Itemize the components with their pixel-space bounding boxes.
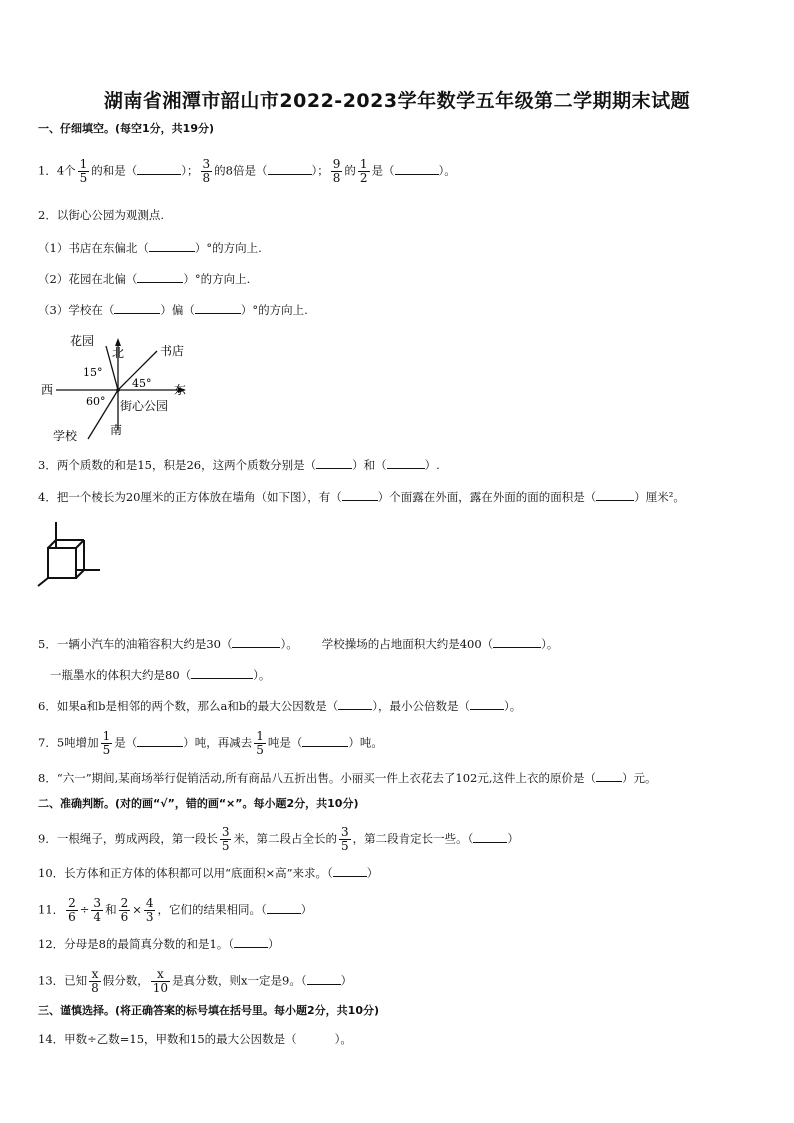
q3-text: 3．两个质数的和是15，积是26，这两个质数分别是（ [38,458,317,472]
question-1 [38,158,456,185]
q10-text: 10．长方体和正方体的体积都可以用“底面积×高”来求。（ [38,866,333,880]
label-angle-60: 60° [86,395,106,408]
answer-blank[interactable] [137,162,181,175]
q9-text: 米，第二段占全长的 [233,831,337,846]
q7-text: 是（ [114,735,138,750]
answer-blank[interactable] [149,239,195,252]
question-2-part-3 [38,301,308,318]
question-14 [38,1031,352,1047]
answer-blank[interactable] [470,697,504,710]
q1-text: 是（ [371,163,395,178]
q14-text: 14．甲数÷乙数=15，甲数和15的最大公因数是（ [38,1032,297,1046]
question-9 [38,826,519,853]
q4-text: 4．把一个棱长为20厘米的正方体放在墙角（如下图），有（ [38,490,342,504]
question-5 [38,635,558,652]
question-2-part-2 [38,270,250,287]
q9-text: ） [507,831,519,846]
section-1-heading: 一、仔细填空。(每空1分，共19分) [38,122,215,135]
q13-text: ） [340,973,353,988]
q2-text: （3）学校在（ [38,303,115,317]
q1-text: 的 [344,163,356,178]
q9-text: ，第二段肯定长一些。（ [352,831,474,846]
question-12 [38,935,280,952]
answer-blank[interactable] [316,456,352,469]
answer-blank[interactable] [114,301,160,314]
q2-text: ）°的方向上. [240,303,308,317]
label-school: 学校 [53,429,78,443]
q7-text: 7．5吨增加 [38,735,99,750]
q4-text: ）厘米²。 [634,490,685,504]
q7-text: ）吨。 [348,735,383,750]
q2-text: （1）书店在东偏北（ [38,241,149,255]
label-west: 西 [41,383,54,397]
label-angle-45: 45° [132,377,152,390]
q13-text: 13．已知 [38,973,88,988]
question-13 [38,968,352,995]
q5-text: ）。 [541,637,559,651]
fraction: $\frac{3}{5}$ [340,825,349,853]
q8-text: 8．“六一”期间,某商场举行促销活动,所有商品八五折出售。小丽买一件上衣花去了102元,这件上衣的原价是（ [38,771,596,785]
answer-blank[interactable] [387,456,425,469]
q2-text: ）偏（ [160,303,195,317]
fraction: $\frac{3}{5}$ [221,825,230,853]
fraction: $\frac{1}{2}$ [359,157,368,185]
fraction: $\frac{x}{8}$ [91,967,99,995]
label-center: 街心公园 [120,399,169,413]
answer-blank[interactable] [342,488,378,501]
answer-blank[interactable] [191,666,253,679]
north-arrow [115,338,121,346]
q11-text: ） [300,902,313,917]
center-point [116,388,120,392]
label-south: 南 [110,423,123,437]
q5-text: ）。 [280,637,298,651]
fraction: $\frac{3}{4}$ [93,896,102,924]
fraction: $\frac{2}{6}$ [68,896,76,924]
fraction: $\frac{2}{6}$ [120,896,129,924]
q1-text: 的和是（ [91,163,138,178]
answer-blank[interactable] [338,697,372,710]
q12-text: ） [268,937,280,951]
q12-text: 12．分母是8的最简真分数的和是1。（ [38,937,235,951]
q8-text: ）元。 [622,771,657,785]
answer-blank[interactable] [137,270,183,283]
q5-text: 5．一辆小汽车的油箱容积大约是30（ [38,637,233,651]
question-3 [38,456,440,473]
q11-operator: × [132,902,142,917]
question-2-part-1 [38,239,262,256]
question-5-cont [50,666,270,683]
q7-text: ）吨，再减去 [183,735,253,750]
fraction: $\frac{1}{5}$ [79,157,88,185]
fraction: $\frac{4}{3}$ [145,896,154,924]
label-east: 东 [174,383,187,397]
q14-text: ）。 [334,1032,352,1046]
q9-text: 9．一根绳子，剪成两段，第一段长 [38,831,218,846]
q1-text: ）； [181,163,199,178]
q6-text: 6．如果a和b是相邻的两个数，那么a和b的最大公因数是（ [38,699,339,713]
answer-blank[interactable] [234,935,268,948]
q5-text: 学校操场的占地面积大约是400（ [321,637,494,651]
q2-text: ）°的方向上. [194,241,262,255]
question-10 [38,864,378,881]
q2-text: （2）花园在北偏（ [38,272,138,286]
answer-blank[interactable] [268,162,312,175]
q11-text: 11． [38,902,65,917]
q11-text: 和 [105,902,117,917]
cube-in-corner-figure [34,518,106,588]
q6-text: ）。 [504,699,522,713]
q3-text: ）和（ [352,458,387,472]
page-title: 湖南省湘潭市韶山市2022-2023学年数学五年级第二学期期末试题 [103,90,691,112]
question-11 [38,897,312,924]
question-7 [38,730,383,757]
answer-blank[interactable] [302,734,348,747]
q6-text: ），最小公倍数是（ [372,699,470,713]
q11-operator: ÷ [79,902,90,917]
answer-blank[interactable] [232,635,280,648]
label-angle-15: 15° [83,366,103,379]
answer-blank[interactable] [473,830,507,843]
q7-text: 吨是（ [267,735,303,750]
fraction: $\frac{1}{5}$ [102,729,111,757]
section-3-heading: 三、谨慎选择。(将正确答案的标号填在括号里。每小题2分，共10分) [38,1004,380,1017]
q1-text: 的8倍是（ [214,163,268,178]
section-2-heading: 二、准确判断。(对的画“√”，错的画“×”。每小题2分，共10分) [38,797,359,810]
answer-blank[interactable] [267,901,301,914]
label-bookstore: 书店 [160,344,185,358]
answer-blank[interactable] [307,972,341,985]
question-2-stem: 2．以街心公园为观测点. [38,208,164,222]
direction-diagram [36,326,206,448]
q1-text: ）； [311,163,329,178]
answer-blank[interactable] [137,734,183,747]
q10-text: ） [366,866,379,880]
answer-blank[interactable] [493,635,541,648]
fraction: $\frac{9}{8}$ [332,157,341,185]
q1-text: ）。 [438,163,456,178]
question-8 [38,769,657,786]
answer-blank[interactable] [195,301,241,314]
q2-text: ）°的方向上. [183,272,251,286]
fraction: $\frac{1}{5}$ [256,729,264,757]
answer-blank[interactable] [333,864,367,877]
q3-text: ）. [424,458,440,472]
q4-text: ）个面露在外面，露在外面的面的面积是（ [377,490,597,504]
q5-text: ）。 [253,668,271,682]
answer-blank[interactable] [596,769,622,782]
q5-text: 一瓶墨水的体积大约是80（ [50,668,192,682]
q13-text: 是真分数，则x一定是9。（ [172,973,307,988]
label-garden: 花园 [70,334,95,348]
q11-text: ，它们的结果相同。（ [157,902,267,917]
fraction: $\frac{x}{10}$ [152,967,169,995]
fraction: $\frac{3}{8}$ [202,157,211,185]
answer-blank[interactable] [395,162,439,175]
label-north: 北 [112,346,125,360]
question-6 [38,697,521,714]
q1-text: 1．4个 [38,163,76,178]
answer-blank[interactable] [596,488,634,501]
q13-text: 假分数， [102,973,149,988]
question-4 [38,488,685,505]
